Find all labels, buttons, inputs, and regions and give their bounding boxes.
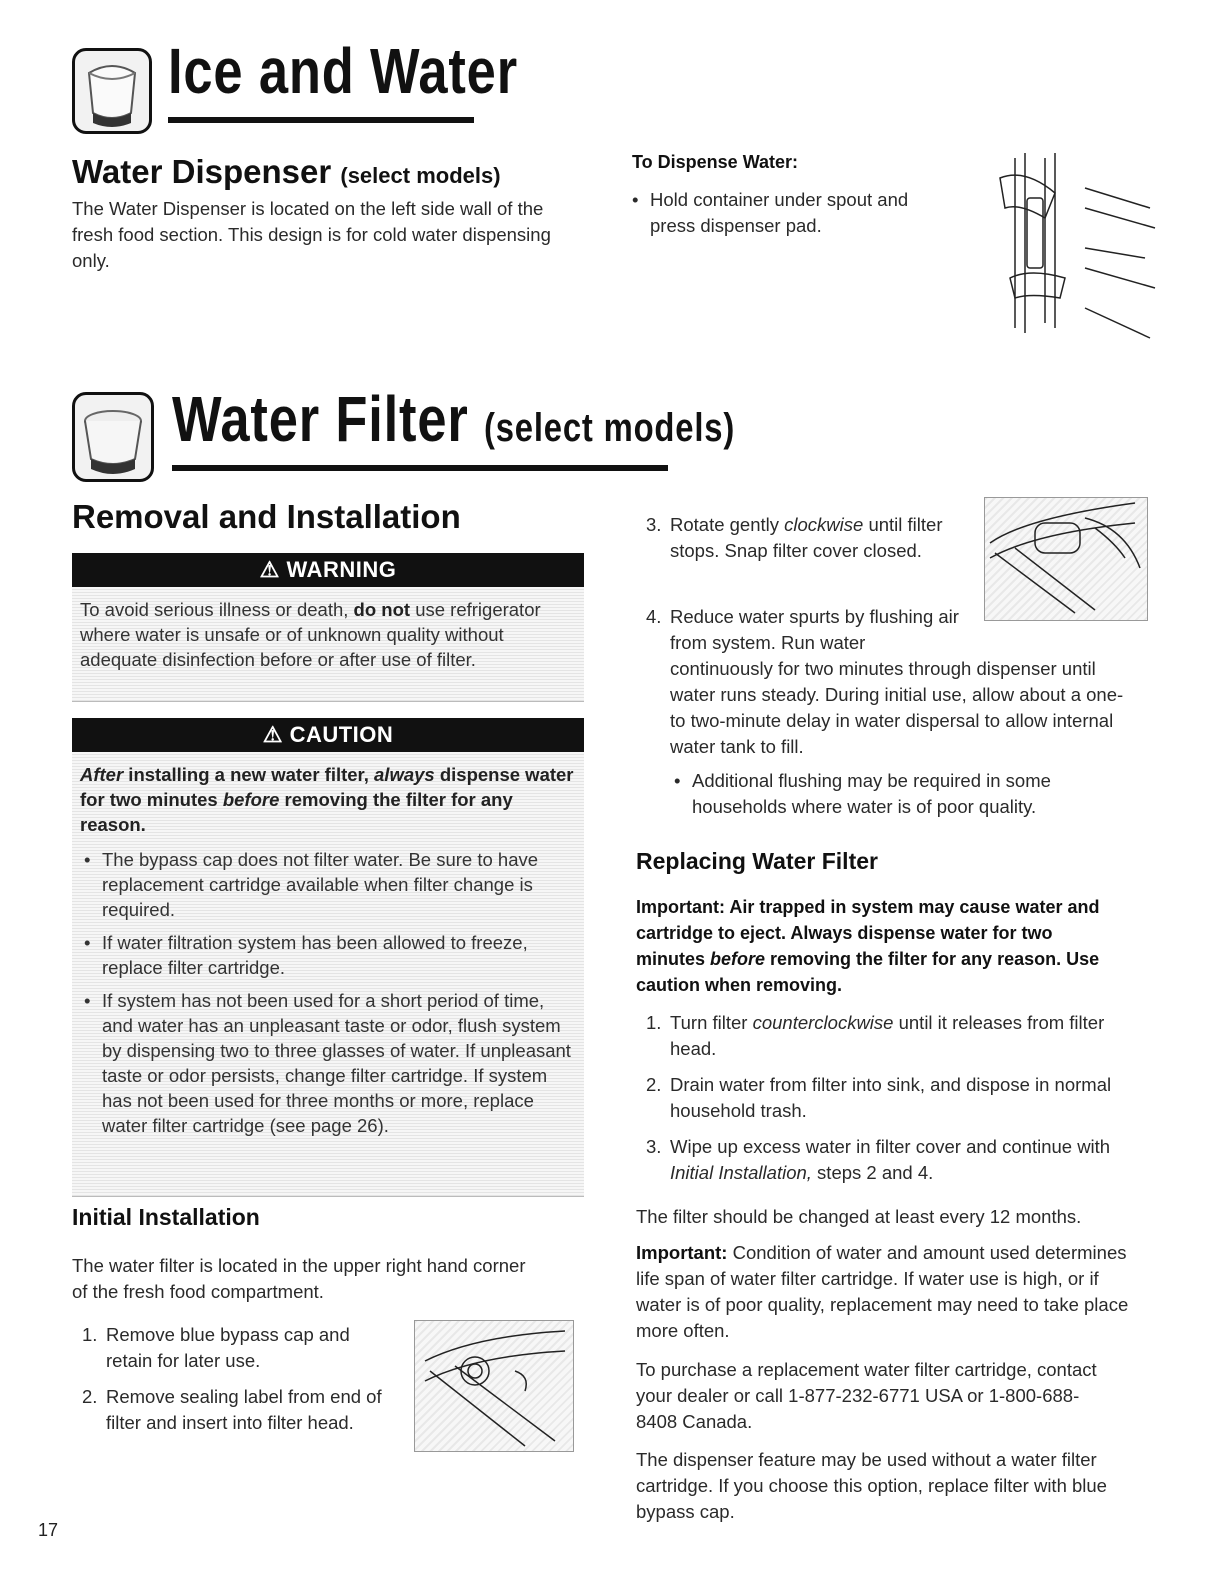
filter-insert-illustration xyxy=(414,1320,574,1452)
filter-rotate-illustration xyxy=(984,497,1148,621)
caution-bullets xyxy=(72,843,584,1144)
section-title-ice-and-water: Ice and Water xyxy=(168,35,518,107)
list-item: 2. Drain water from filter into sink, and dispose in normal household trash. xyxy=(646,1074,1112,1121)
replacing-water-filter-heading: Replacing Water Filter xyxy=(636,848,878,874)
warning-header: ⚠ WARNING xyxy=(72,553,584,587)
step-4-bullet: • Additional flushing may be required in some households where water is of poor quality. xyxy=(674,770,1051,817)
initial-installation-heading: Initial Installation xyxy=(72,1204,260,1230)
section-rule xyxy=(168,117,474,123)
list-item: 1. Remove blue bypass cap and retain for later use. xyxy=(82,1324,350,1371)
list-item: • If water filtration system has been allowed to freeze, replace filter cartridge. xyxy=(84,932,528,978)
caution-lead: After installing a new water filter, always dispense water for two minutes before removing the filter for any reason. xyxy=(80,764,574,835)
purchase-info: To purchase a replacement water filter cartridge, contact your dealer or call 1-877-232-6771 USA or 1-800-688-8408 Canada. xyxy=(636,1359,1097,1432)
list-item: 2. Remove sealing label from end of filter and insert into filter head. xyxy=(82,1386,382,1433)
section-title-water-filter: Water Filter (select models) xyxy=(172,383,736,455)
warning-text: To avoid serious illness or death, do not use refrigerator where water is unsafe or of unknown quality without adequate disinfection before or after use of filter. xyxy=(80,599,541,670)
dispenser-illustration xyxy=(985,148,1160,343)
water-filter-icon xyxy=(72,392,154,482)
step-3-rotate: 3. Rotate gently clockwise until filter stops. Snap filter cover closed. xyxy=(646,514,943,561)
list-item: 1. Turn filter counterclockwise until it releases from filter head. xyxy=(646,1012,1105,1059)
list-item: • If system has not been used for a short period of time, and water has an unpleasant taste or odor, flush system by dispensing two to three glasses of water. If unpleasant taste or odor persists, change filter cartridge. If system has not been used for three months or more, replace water filter cartridge (see page 26). xyxy=(84,990,571,1136)
replacing-important: Important: Air trapped in system may cause water and cartridge to eject. Always dispense water for two minutes before removing the filter for any reason. Use caution when removing. xyxy=(636,897,1100,995)
dispenser-note: The dispenser feature may be used without a water filter cartridge. If you choose this option, replace filter with blue bypass cap. xyxy=(636,1449,1107,1522)
water-dispenser-body: The Water Dispenser is located on the left side wall of the fresh food section. This design is for cold water dispensing only. xyxy=(72,198,551,271)
caution-box xyxy=(72,718,584,1197)
warning-box xyxy=(72,553,584,702)
list-item: • The bypass cap does not filter water. Be sure to have replacement cartridge available when filter change is required. xyxy=(84,849,539,920)
water-dispenser-heading: Water Dispenser (select models) xyxy=(72,153,501,190)
dispense-water-heading: To Dispense Water: xyxy=(632,152,799,172)
initial-installation-body: The water filter is located in the upper right hand corner of the fresh food compartment. xyxy=(72,1255,526,1302)
step-4-flush: 4. Reduce water spurts by flushing air from system. Run water xyxy=(646,606,959,653)
filter-change-interval: The filter should be changed at least every 12 months. xyxy=(636,1206,1082,1227)
initial-steps xyxy=(72,1322,400,1436)
replacing-steps xyxy=(636,1010,1126,1186)
page-number: 17 xyxy=(38,1520,59,1540)
list-item: 3. Wipe up excess water in filter cover and continue with Initial Installation, steps 2 and 4. xyxy=(646,1136,1111,1183)
removal-installation-heading: Removal and Installation xyxy=(72,498,461,535)
section-rule xyxy=(172,465,668,471)
important-condition: Important: Condition of water and amount used determines life span of water filter cartridge. If water use is high, or if water is of poor quality, replacement may need to take place more often. xyxy=(636,1242,1129,1341)
dispense-water-bullet: • Hold container under spout and press dispenser pad. xyxy=(632,189,909,236)
ice-bucket-icon xyxy=(72,48,152,134)
caution-header: ⚠ CAUTION xyxy=(72,718,584,752)
step-4-flush-continued: continuously for two minutes through dispenser until water runs steady. During initial use, allow about a one- to two-minute delay in water dispersal to allow internal water tank to fill. xyxy=(670,658,1124,757)
